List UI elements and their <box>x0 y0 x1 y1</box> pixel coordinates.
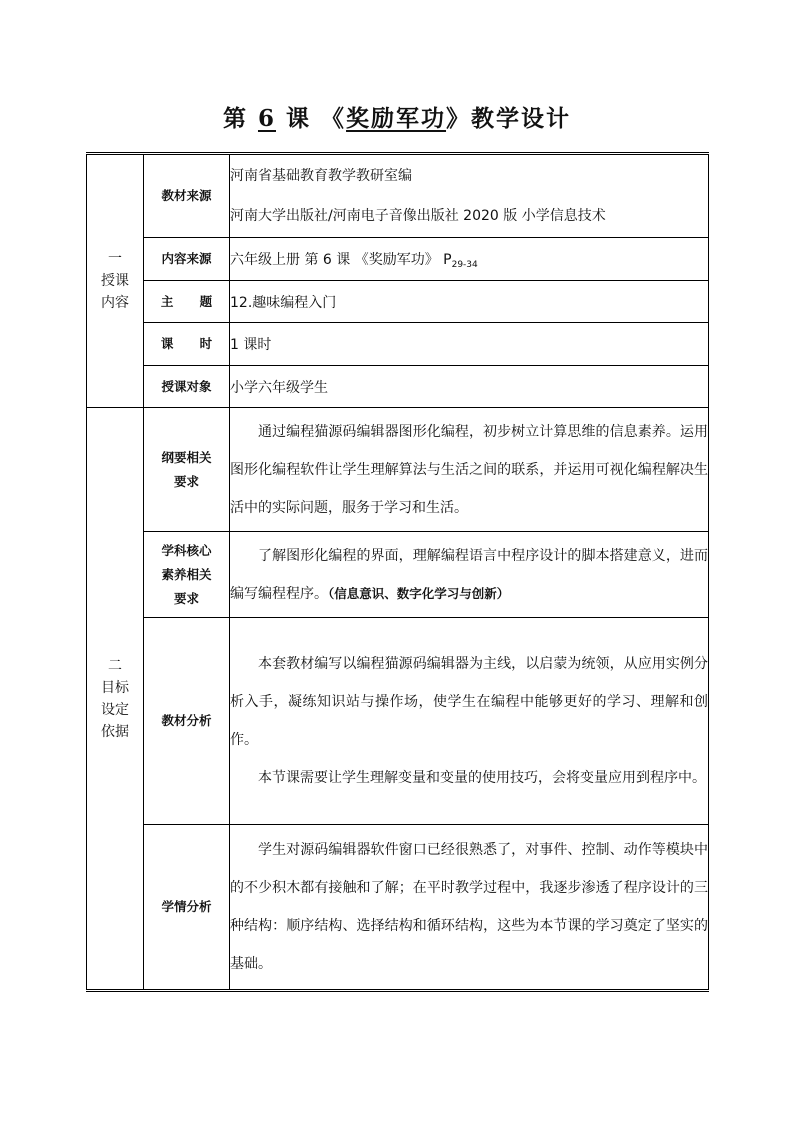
section-name-line: 依据 <box>101 723 129 740</box>
page-range-subscript: 29-34 <box>451 259 478 270</box>
row-label: 学科核心 素养相关 要求 <box>144 532 230 618</box>
title-lesson-word: 课 <box>286 105 312 132</box>
title-number: 6 <box>257 105 276 132</box>
value-line: 河南大学出版社/河南电子音像出版社 2020 版 小学信息技术 <box>230 208 606 224</box>
title-suffix: 教学设计 <box>471 105 572 132</box>
section-name-line: 内容 <box>101 295 129 311</box>
row-label: 纲要相关 要求 <box>144 408 230 532</box>
row-value: 12.趣味编程入门 <box>230 281 709 323</box>
table-row <box>87 323 709 366</box>
paragraph: 本套教材编写以编程猫源码编辑器为主线，以启蒙为统领，从应用实例分析入手，凝练知识站与操作场，使学生在编程中能够更好的学习、理解和创作。 <box>230 656 708 748</box>
section-name-line: 授课 <box>101 273 129 289</box>
row-label: 内容来源 <box>144 238 230 281</box>
title-lesson-name: 奖励军功 <box>346 105 447 132</box>
row-text <box>230 825 709 991</box>
table-row <box>87 408 709 532</box>
section-2-header <box>87 408 144 991</box>
table-row <box>87 238 709 281</box>
row-value <box>230 154 709 238</box>
content-source-text: 六年级上册 第 6 课 《奖励军功》 P <box>230 251 452 268</box>
row-label: 教材分析 <box>144 618 230 825</box>
table-row <box>87 366 709 408</box>
row-label: 主 题 <box>144 281 230 323</box>
row-text <box>230 408 709 532</box>
row-value <box>230 238 709 281</box>
row-value: 1 课时 <box>230 323 709 366</box>
value-line: 河南省基础教育教学教研室编 <box>230 168 412 184</box>
paragraph: 本节课需要让学生理解变量和变量的使用技巧，会将变量应用到程序中。 <box>258 770 706 786</box>
paragraph: 通过编程猫源码编辑器图形化编程，初步树立计算思维的信息素养。运用图形化编程软件让学生理解算法与生活之间的联系，并运用可视化编程解决生活中的实际问题，服务于学习和生活。 <box>230 423 708 516</box>
document-title <box>0 100 794 133</box>
row-label: 授课对象 <box>144 366 230 408</box>
lesson-plan-table <box>86 152 709 992</box>
table-row <box>87 281 709 323</box>
row-label: 学情分析 <box>144 825 230 991</box>
title-prefix: 第 <box>222 105 248 132</box>
literacy-emphasis: （信息意识、数字化学习与创新） <box>328 585 510 601</box>
paragraph: 了解图形化编程的界面，理解编程语言中程序设计的脚本搭建意义，进而编写编程程序。（信息意识、数字化学习与创新） <box>230 547 708 602</box>
section-number: 二 <box>108 657 122 674</box>
paragraph: 学生对源码编辑器软件窗口已经很熟悉了，对事件、控制、动作等模块中的不少积木都有接触和了解；在平时教学过程中，我逐步渗透了程序设计的三种结构：顺序结构、选择结构和循环结构，这些为本节课的学习奠定了坚实的基础。 <box>230 842 708 972</box>
row-text <box>230 532 709 618</box>
section-number: 一 <box>108 251 122 267</box>
row-value: 小学六年级学生 <box>230 366 709 408</box>
section-1-header <box>87 154 144 408</box>
table-row <box>87 618 709 825</box>
row-label: 教材来源 <box>144 154 230 238</box>
table-row <box>87 532 709 618</box>
table-row <box>87 825 709 991</box>
table-row <box>87 154 709 238</box>
title-open-bracket: 《 <box>321 105 347 132</box>
section-name-line: 设定 <box>101 701 129 718</box>
section-name-line: 目标 <box>101 679 129 696</box>
row-text <box>230 618 709 825</box>
row-label: 课 时 <box>144 323 230 366</box>
title-close-bracket: 》 <box>446 105 472 132</box>
